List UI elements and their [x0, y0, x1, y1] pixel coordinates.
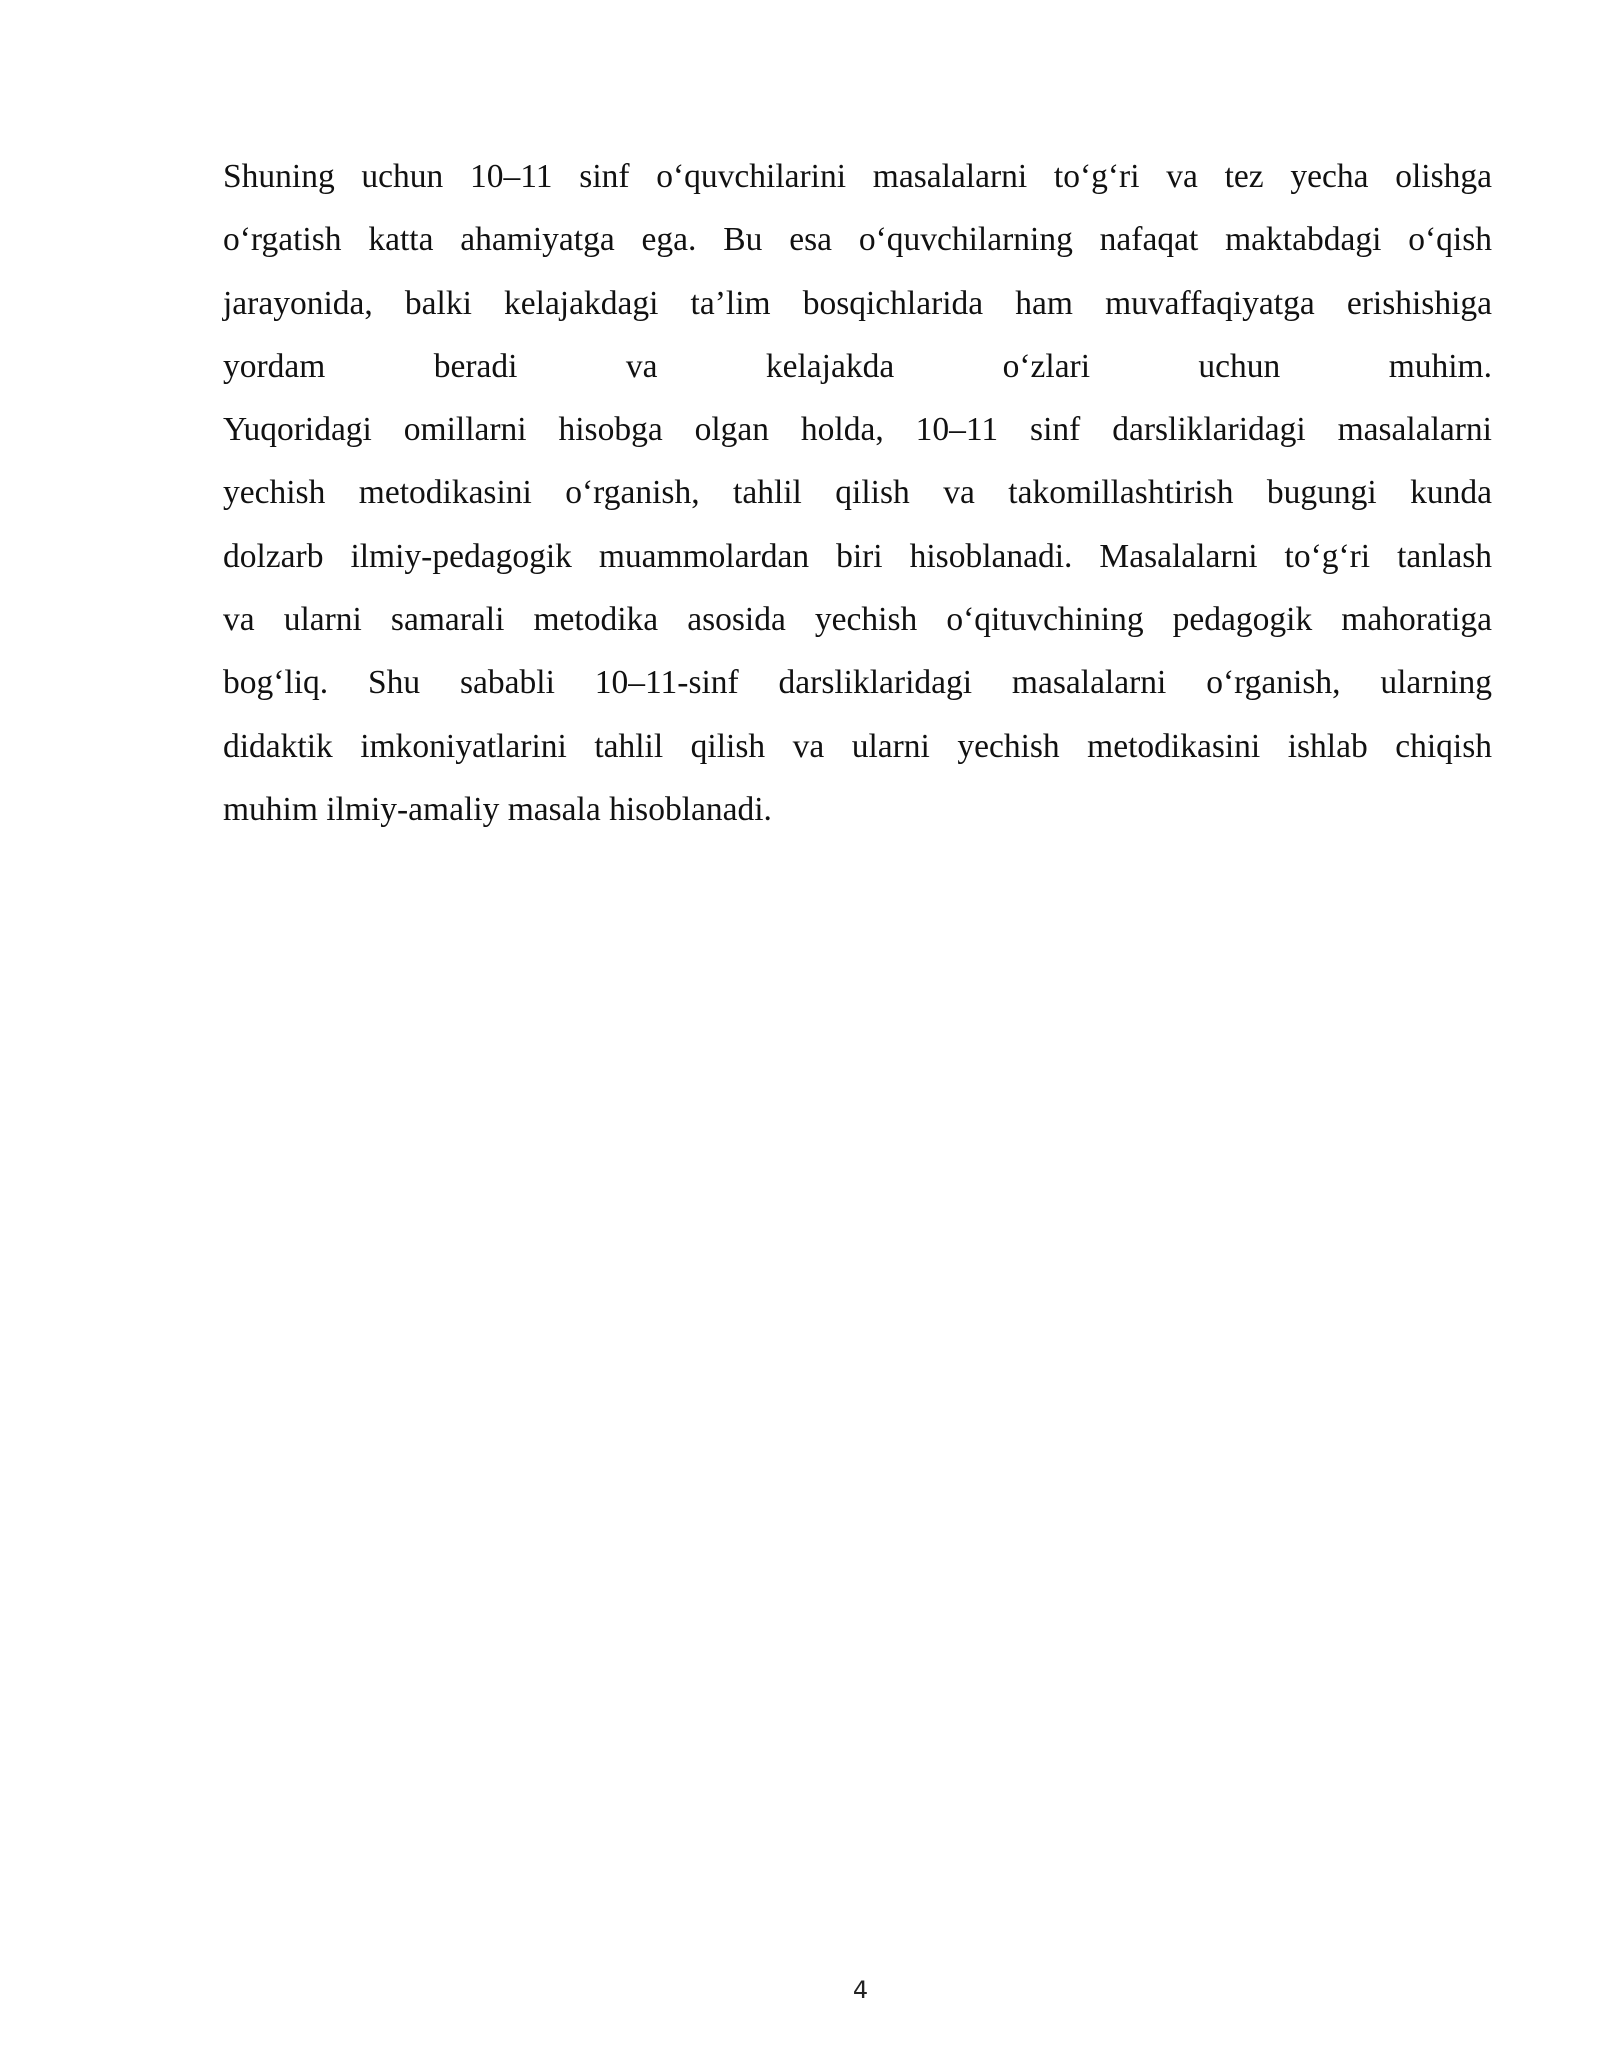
- text-line: Yuqoridagi omillarni hisobga olgan holda, 10–11 sinf darsliklaridagi masalalarni: [223, 411, 1492, 449]
- text-line: Shuning uchun 10–11 sinf o‘quvchilarini masalalarni to‘g‘ri va tez yecha olishga: [223, 158, 1492, 195]
- body-paragraph: [223, 145, 1492, 841]
- text-line: yechish metodikasini o‘rganish, tahlil qilish va takomillashtirish bugungi kunda: [223, 474, 1492, 512]
- text-line: muhim ilmiy-amaliy masala hisoblanadi.: [223, 790, 772, 828]
- text-line: bog‘liq. Shu sababli 10–11-sinf darsliklaridagi masalalarni o‘rganish, ularning: [223, 664, 1492, 702]
- page-number: 4: [852, 1976, 869, 2004]
- text-line: o‘rgatish katta ahamiyatga ega. Bu esa o‘quvchilarning nafaqat maktabdagi o‘qish: [223, 221, 1492, 259]
- text-line: yordam beradi va kelajakda o‘zlari uchun muhim.: [223, 347, 1492, 385]
- text-line: dolzarb ilmiy-pedagogik muammolardan biri hisoblanadi. Masalalarni to‘g‘ri tanlash: [223, 537, 1492, 575]
- text-line: va ularni samarali metodika asosida yechish o‘qituvchining pedagogik mahoratiga: [223, 601, 1492, 639]
- text-line: didaktik imkoniyatlarini tahlil qilish va ularni yechish metodikasini ishlab chiqish: [223, 727, 1492, 765]
- text-line: jarayonida, balki kelajakdagi ta’lim bosqichlarida ham muvaffaqiyatga erishishiga: [223, 284, 1492, 322]
